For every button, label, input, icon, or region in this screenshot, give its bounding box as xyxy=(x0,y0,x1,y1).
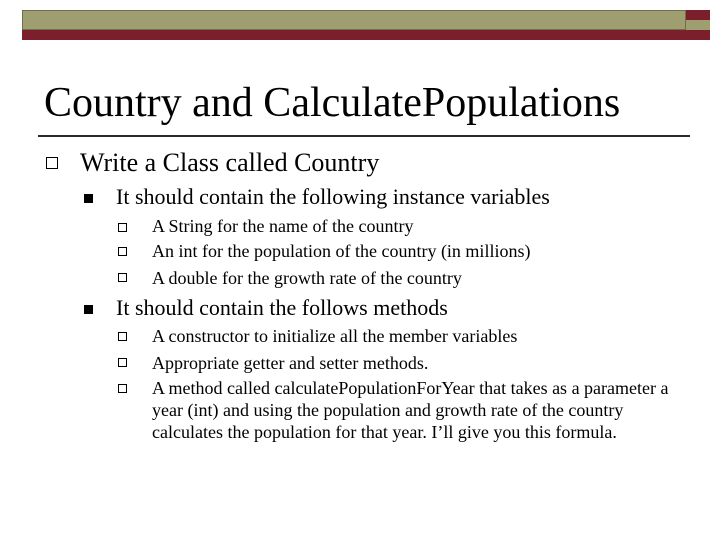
open-square-bullet-icon xyxy=(118,384,127,393)
main-bullet-text: Write a Class called Country xyxy=(80,148,380,177)
open-square-bullet-icon xyxy=(46,157,58,169)
variable-item: A String for the name of the country xyxy=(152,216,414,236)
band-maroon-bar xyxy=(22,30,710,40)
band-corner-square xyxy=(686,10,710,20)
open-square-bullet-icon xyxy=(118,223,127,232)
band-corner-square xyxy=(686,20,710,30)
top-decorative-band xyxy=(22,10,710,40)
method-item: A constructor to initialize all the member variables xyxy=(152,326,518,346)
solid-square-bullet-icon xyxy=(84,305,93,314)
method-item: A method called calculatePopulationForYear that takes as a parameter a year (int) and using the population and growth rate of the country calculates the population for that year. I’ll give you this formula. xyxy=(152,378,669,442)
variable-item: An int for the population of the country (in millions) xyxy=(152,241,531,261)
open-square-bullet-icon xyxy=(118,247,127,256)
solid-square-bullet-icon xyxy=(84,194,93,203)
open-square-bullet-icon xyxy=(118,358,127,367)
open-square-bullet-icon xyxy=(118,332,127,341)
variable-item: A double for the growth rate of the country xyxy=(152,268,462,288)
title-divider xyxy=(38,135,690,137)
band-olive-bar xyxy=(22,10,686,30)
variables-header-text: It should contain the following instance variables xyxy=(116,184,550,209)
method-item: Appropriate getter and setter methods. xyxy=(152,353,429,373)
methods-header-text: It should contain the follows methods xyxy=(116,295,448,320)
slide-title: Country and CalculatePopulations xyxy=(44,80,621,126)
open-square-bullet-icon xyxy=(118,273,127,282)
